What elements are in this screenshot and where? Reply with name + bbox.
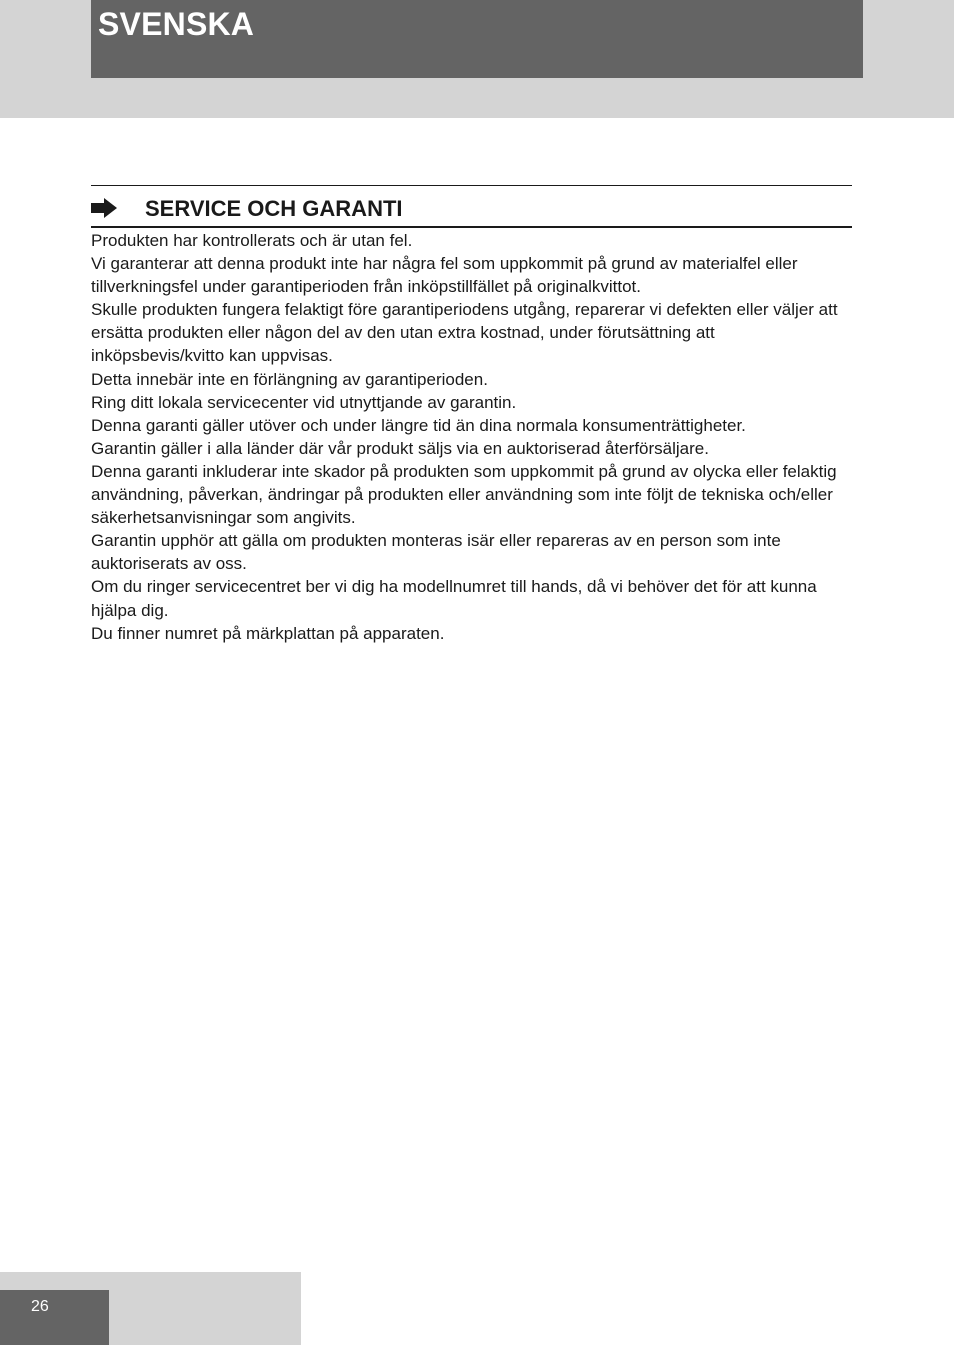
service-warranty-section: [91, 185, 852, 645]
paragraph: Detta innebär inte en förlängning av garantiperioden.: [91, 369, 488, 389]
paragraph: Denna garanti inkluderar inte skador på produkten som uppkommit på grund av olycka eller felaktig användning, påverkan, ändringar på produkten eller användning som inte följt de tekniska och/eller säkerhetsanvisningar som angivits.: [91, 461, 837, 528]
section-body: [91, 228, 852, 645]
language-title: SVENSKA: [98, 6, 255, 42]
arrow-right-icon: [91, 198, 117, 218]
section-title: SERVICE OCH GARANTI: [145, 196, 403, 221]
paragraph: Om du ringer servicecentret ber vi dig ha modellnumret till hands, då vi behöver det för att kunna hjälpa dig.: [91, 577, 817, 620]
language-header: [91, 0, 863, 78]
paragraph: Denna garanti gäller utöver och under längre tid än dina normala konsumenträttigheter.: [91, 415, 746, 435]
section-heading: [91, 186, 852, 228]
page-number: 26: [31, 1298, 49, 1315]
page-number-box: [0, 1290, 109, 1345]
paragraph: Vi garanterar att denna produkt inte har några fel som uppkommit på grund av materialfel eller tillverkningsfel under garantiperioden från inköpstillfället på originalkvittot.: [91, 254, 798, 297]
paragraph: Garantin upphör att gälla om produkten monteras isär eller repareras av en person som inte auktoriserats av oss.: [91, 531, 781, 574]
paragraph: Ring ditt lokala servicecenter vid utnyttjande av garantin.: [91, 392, 517, 412]
paragraph: Garantin gäller i alla länder där vår produkt säljs via en auktoriserad återförsäljare.: [91, 438, 709, 458]
paragraph: Produkten har kontrollerats och är utan fel.: [91, 231, 413, 250]
paragraph: Skulle produkten fungera felaktigt före garantiperiodens utgång, reparerar vi defekten eller väljer att ersätta produkten eller någon del av den utan extra kostnad, under förutsättning att inköpsbevis/kvitto kan uppvisas.: [91, 300, 838, 366]
paragraph: Du finner numret på märkplattan på apparaten.: [91, 623, 445, 643]
